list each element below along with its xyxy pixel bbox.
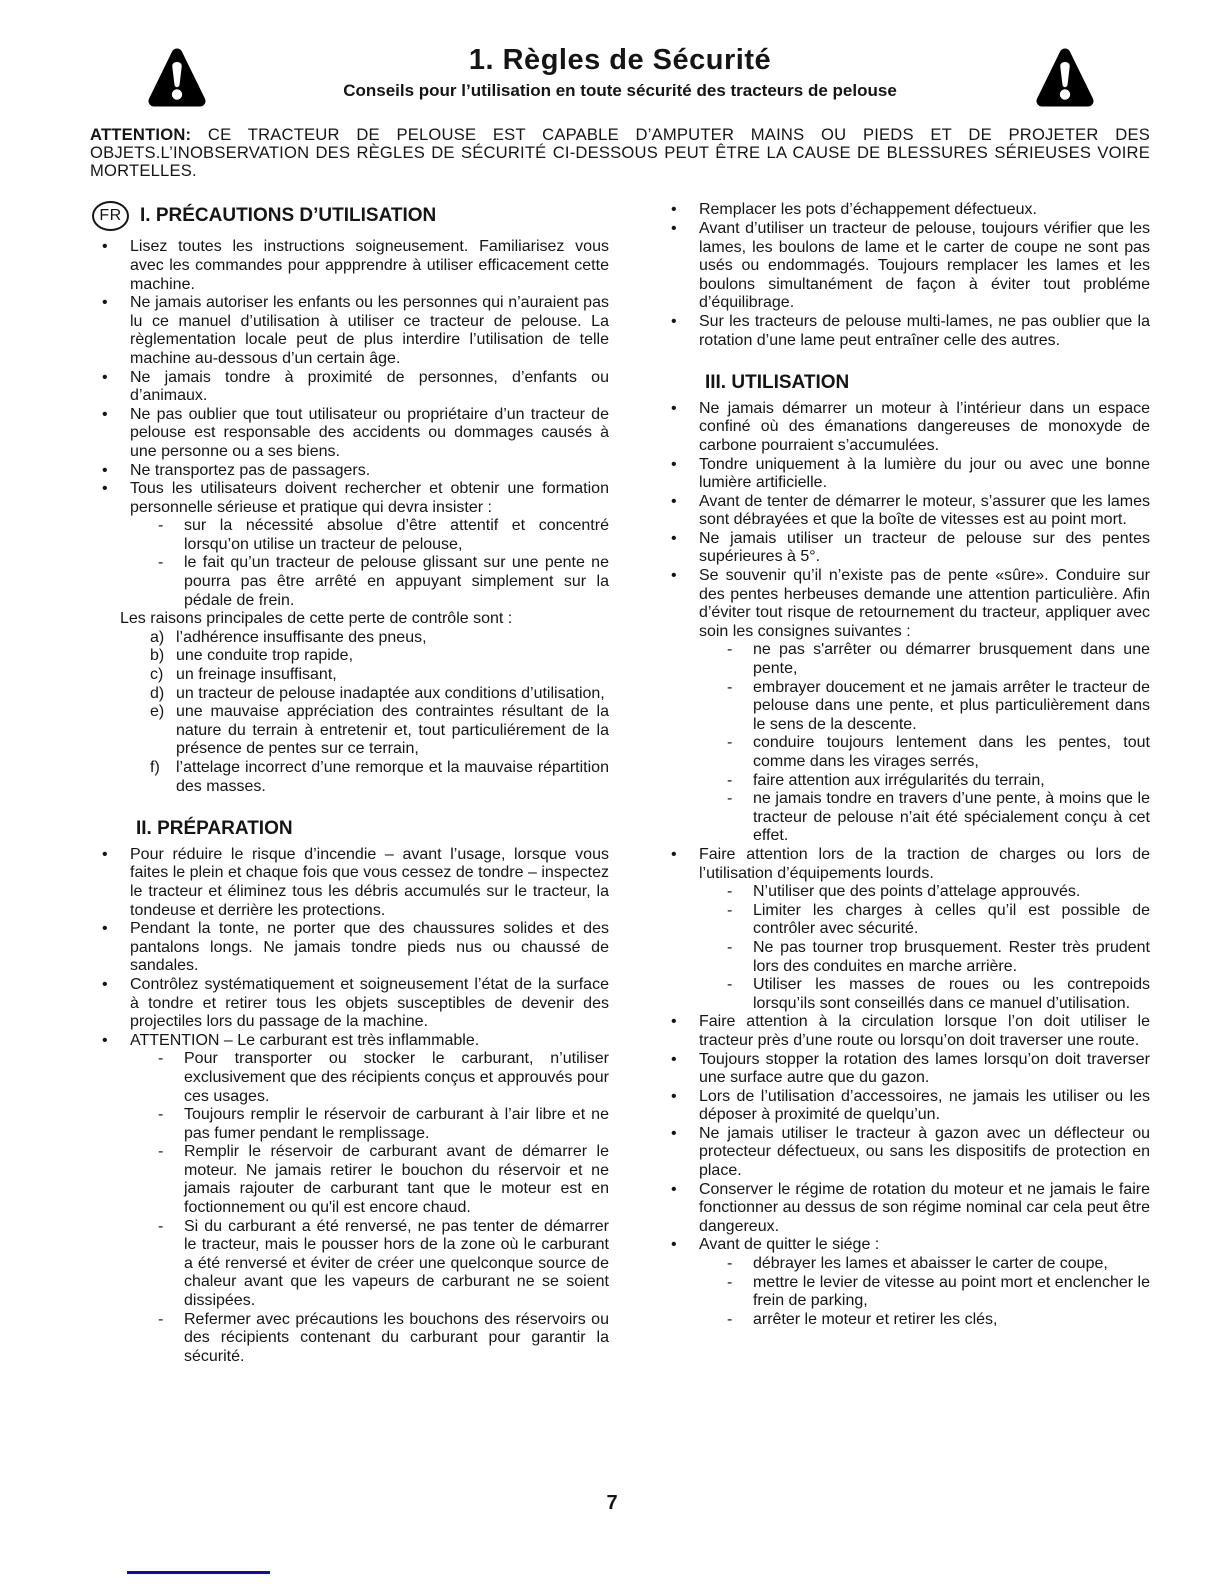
item-marker: - bbox=[726, 883, 733, 901]
list-item-text: Pendant la tonte, ne porter que des chaussures solides et des pantalons longs. Ne jamais tondre pieds nus ou chaussé de sandales. bbox=[130, 920, 609, 975]
section-utilisation-list bbox=[659, 400, 1150, 1330]
list-item bbox=[659, 567, 1150, 641]
bullet-marker: • bbox=[102, 975, 108, 993]
bullet-marker: • bbox=[670, 845, 677, 863]
page-number: 7 bbox=[606, 1492, 618, 1514]
list-item-text: Ne pas oublier que tout utilisateur ou propriétaire d’un tracteur de pelouse est responsable des accidents ou dommages causés à une personne ou a ses biens. bbox=[130, 405, 609, 460]
list-item-text: sur la nécessité absolue d’être attentif et concentré lorsqu’on utilise un tracteur de pelouse, bbox=[184, 517, 609, 553]
list-item-text: l’adhérence insuffisante des pneus, bbox=[176, 628, 427, 646]
list-item-text: Ne jamais utiliser un tracteur de pelouse sur des pentes supérieures à 5°. bbox=[698, 529, 1150, 566]
list-item bbox=[90, 1218, 609, 1311]
list-item bbox=[659, 1051, 1150, 1088]
bullet-marker: • bbox=[102, 1031, 108, 1049]
list-item bbox=[90, 629, 609, 648]
item-marker: - bbox=[726, 678, 733, 696]
list-item bbox=[659, 790, 1150, 846]
item-marker: e) bbox=[150, 703, 165, 721]
item-marker: - bbox=[158, 1050, 164, 1068]
list-item-text: conduire toujours lentement dans les pentes, tout comme dans les virages serrés, bbox=[752, 734, 1150, 771]
item-marker: - bbox=[726, 641, 733, 659]
list-item-text: débrayer les lames et abaisser le carter de coupe, bbox=[752, 1255, 1108, 1273]
list-item bbox=[90, 406, 609, 462]
list-item-text: Ne jamais utiliser le tracteur à gazon avec un déflecteur ou protecteur défectueux, ou sans les dispositifs de protection en place. bbox=[698, 1124, 1150, 1180]
item-marker: - bbox=[158, 1106, 164, 1124]
bullet-marker: • bbox=[102, 845, 108, 863]
list-item-text: Ne jamais démarrer un moteur à l’intérieur dans un espace confiné où des émanations dangereuses de monoxyde de carbone pourraient s’accumulées. bbox=[698, 399, 1150, 454]
list-item-text: Ne pas tourner trop brusquement. Rester très prudent lors des conduites en marche arrière. bbox=[752, 938, 1150, 975]
list-item bbox=[659, 400, 1150, 456]
list-item bbox=[90, 610, 609, 629]
bullet-marker: • bbox=[670, 312, 677, 330]
section-precautions-heading-row bbox=[92, 201, 609, 231]
bullet-marker: • bbox=[670, 399, 677, 417]
list-item bbox=[659, 976, 1150, 1013]
item-marker: d) bbox=[150, 684, 165, 702]
title-block bbox=[90, 44, 1150, 101]
bullet-marker: • bbox=[670, 1013, 677, 1031]
list-item-text: ne jamais tondre en travers d’une pente, à moins que le tracteur de pelouse n’ait été spécialement conçu à cet effet. bbox=[752, 790, 1150, 845]
bullet-marker: • bbox=[670, 201, 677, 219]
list-item-text: Faire attention à la circulation lorsque l’on doit utiliser le tracteur près d’une route ou lorsqu’on doit traverser une route. bbox=[698, 1013, 1150, 1049]
list-item bbox=[90, 1143, 609, 1217]
list-item bbox=[90, 647, 609, 666]
list-item-text: un freinage insuffisant, bbox=[176, 666, 337, 684]
list-item bbox=[90, 554, 609, 610]
item-marker: - bbox=[158, 554, 164, 572]
item-marker: - bbox=[158, 1217, 164, 1235]
item-marker: - bbox=[726, 976, 733, 994]
bullet-marker: • bbox=[670, 455, 677, 473]
list-item-text: ne pas s'arrêter ou démarrer brusquement dans une pente, bbox=[752, 641, 1150, 678]
list-item-text: Utiliser les masses de roues ou les contrepoids lorsqu’ils sont conseillés dans ce manuel d’utilisation. bbox=[752, 976, 1150, 1012]
list-item bbox=[659, 939, 1150, 976]
list-item bbox=[659, 493, 1150, 530]
list-item-text: une conduite trop rapide, bbox=[176, 647, 354, 665]
warning-triangle-icon bbox=[1036, 46, 1094, 115]
section-heading: III. UTILISATION bbox=[704, 372, 850, 394]
bullet-marker: • bbox=[102, 461, 108, 479]
list-item bbox=[659, 220, 1150, 313]
list-item-text: Avant de tenter de démarrer le moteur, s’assurer que les lames sont débrayées et que la boîte de vitesses est au point mort. bbox=[698, 492, 1150, 529]
list-item bbox=[659, 1255, 1150, 1274]
bullet-marker: • bbox=[670, 1236, 677, 1254]
list-item-text: le fait qu’un tracteur de pelouse glissant sur une pente ne pourra pas être arrêté en appuyant simplement sur la pédale de frein. bbox=[184, 554, 609, 609]
item-marker: - bbox=[726, 1273, 733, 1291]
left-column bbox=[90, 201, 609, 1366]
bullet-marker: • bbox=[102, 480, 108, 498]
list-item bbox=[90, 703, 609, 759]
item-marker: f) bbox=[150, 759, 160, 777]
list-item bbox=[90, 462, 609, 481]
list-item bbox=[659, 1236, 1150, 1255]
list-item-text: Avant de quitter le siége : bbox=[698, 1236, 880, 1254]
list-item-text: Les raisons principales de cette perte de contrôle sont : bbox=[120, 610, 513, 628]
list-item-text: un tracteur de pelouse inadaptée aux conditions d’utilisation, bbox=[176, 684, 605, 702]
list-item-text: Sur les tracteurs de pelouse multi-lames, ne pas oublier que la rotation d’une lame peut entraîner celle des autres. bbox=[698, 312, 1150, 349]
list-item-text: arrêter le moteur et retirer les clés, bbox=[752, 1310, 998, 1328]
item-marker: - bbox=[726, 771, 733, 789]
list-item-text: mettre le levier de vitesse au point mort et enclencher le frein de parking, bbox=[752, 1273, 1150, 1310]
list-item-text: faire attention aux irrégularités du terrain, bbox=[752, 771, 1045, 789]
list-item-text: Tous les utilisateurs doivent rechercher et obtenir une formation personnelle sérieuse et pratique qui devra insister : bbox=[130, 480, 609, 516]
list-item bbox=[659, 902, 1150, 939]
list-item bbox=[659, 456, 1150, 493]
bullet-marker: • bbox=[670, 1050, 677, 1068]
list-item-text: embrayer doucement et ne jamais arrêter le tracteur de pelouse dans une pente, et plus particulièrement dans le sens de la descente. bbox=[752, 678, 1150, 733]
list-item-text: Si du carburant a été renversé, ne pas tenter de démarrer le tracteur, mais le pousser hors de la zone où le carburant a été renversé et éviter de créer une quelconque source de chaleur avant que les vapeurs de carburant ne se soient dissipées. bbox=[184, 1217, 609, 1310]
item-marker: - bbox=[726, 1255, 733, 1273]
bullet-marker: • bbox=[102, 920, 108, 938]
list-item bbox=[90, 369, 609, 406]
list-item bbox=[659, 641, 1150, 678]
list-item-text: ATTENTION – Le carburant est très inflammable. bbox=[130, 1031, 480, 1049]
item-marker: - bbox=[158, 1310, 164, 1328]
list-item bbox=[659, 772, 1150, 791]
section-preparation-list bbox=[90, 846, 609, 1367]
list-item-text: Ne jamais autoriser les enfants ou les personnes qui n’auraient pas lu ce manuel d’utilisation à utiliser ce tracteur de pelouse. La règlementation locale peut de plus interdire l’utilisation de telle machine au-dessous d’un certain âge. bbox=[130, 294, 609, 367]
list-item-text: Conserver le régime de rotation du moteur et ne jamais le faire fonctionner au dessus de son régime nominal car cela peut être dangereux. bbox=[698, 1180, 1150, 1235]
list-item bbox=[659, 1088, 1150, 1125]
section-precautions-list bbox=[90, 238, 609, 796]
list-item bbox=[659, 1311, 1150, 1330]
list-item bbox=[90, 294, 609, 368]
list-item-text: Limiter les charges à celles qu’il est possible de contrôler avec sécurité. bbox=[752, 901, 1150, 938]
attention-label: ATTENTION: bbox=[90, 125, 192, 144]
list-item-text: Se souvenir qu’il n’existe pas de pente «sûre». Conduire sur des pentes herbeuses demande une attention particulière. Afin d’éviter tout risque de retournement du tracteur, appliquer avec soin les consignes suivantes : bbox=[698, 567, 1150, 640]
bullet-marker: • bbox=[102, 294, 108, 312]
attention-text: CE TRACTEUR DE PELOUSE EST CAPABLE D’AMPUTER MAINS OU PIEDS ET DE PROJETER DES OBJETS.L’INOBSERVATION DES RÈGLES DE SÉCURITÉ CI-DESSOUS PEUT ÊTRE LA CAUSE DE BLESSURES SÉRIEUSES VOIRE MORTELLES. bbox=[90, 125, 1150, 180]
item-marker: - bbox=[726, 938, 733, 956]
bullet-marker: • bbox=[670, 219, 677, 237]
bullet-marker: • bbox=[670, 567, 677, 585]
bullet-marker: • bbox=[670, 1087, 677, 1105]
section-heading: I. PRÉCAUTIONS D’UTILISATION bbox=[140, 205, 437, 227]
list-item bbox=[659, 846, 1150, 883]
list-item-text: Pour transporter ou stocker le carburant, n’utiliser exclusivement que des récipients conçus et approuvés pour ces usages. bbox=[184, 1050, 609, 1105]
language-badge: FR bbox=[92, 201, 129, 231]
list-item-text: N’utiliser que des points d’attelage approuvés. bbox=[752, 883, 1081, 901]
list-item bbox=[90, 480, 609, 517]
list-item-text: Avant d’utiliser un tracteur de pelouse, toujours vérifier que les lames, les boulons de lame et le carter de coupe ne sont pas usés ou endommagés. Toujours remplacer les lames et les boulons simultanément de façon à éviter tout probléme d’équilibrage. bbox=[698, 219, 1150, 312]
list-item-text: Ne transportez pas de passagers. bbox=[130, 461, 371, 479]
list-item-text: Faire attention lors de la traction de charges ou lors de l’utilisation d’équipements lourds. bbox=[698, 845, 1150, 882]
list-item bbox=[90, 517, 609, 554]
item-marker: - bbox=[158, 517, 164, 535]
page-header bbox=[90, 44, 1150, 116]
item-marker: - bbox=[726, 734, 733, 752]
list-item-text: une mauvaise appréciation des contraintes résultant de la nature du terrain à entretenir et, tout particuliérement de la présence de pentes sur ce terrain, bbox=[176, 703, 609, 758]
page-subtitle: Conseils pour l’utilisation en toute sécurité des tracteurs de pelouse bbox=[343, 81, 897, 100]
bullet-marker: • bbox=[670, 529, 677, 547]
right-column bbox=[659, 201, 1150, 1366]
list-item-text: Pour réduire le risque d’incendie – avant l’usage, lorsque vous faites le plein et chaque fois que vous cessez de tondre – inspectez le tracteur et éliminez tous les débris accumulés sur le tracteur, la tondeuse et derrière les protections. bbox=[130, 845, 609, 919]
list-item-text: Ne jamais tondre à proximité de personnes, d’enfants ou d’animaux. bbox=[130, 368, 609, 405]
list-item-text: Contrôlez systématiquement et soigneusement l’état de la surface à tondre et retirer tous les objets susceptibles de devenir des projectiles lors du passage de la machine. bbox=[130, 975, 609, 1031]
item-marker: - bbox=[158, 1143, 164, 1161]
list-item bbox=[90, 1311, 609, 1367]
item-marker: - bbox=[726, 790, 733, 808]
page-title: 1. Règles de Sécurité bbox=[468, 44, 772, 76]
list-item-text: Tondre uniquement à la lumière du jour ou avec une bonne lumière artificielle. bbox=[698, 455, 1150, 492]
bullet-marker: • bbox=[102, 405, 108, 423]
list-item bbox=[90, 685, 609, 704]
list-item-text: Lors de l’utilisation d’accessoires, ne jamais les utiliser ou les déposer à proximité de quelqu’un. bbox=[698, 1087, 1150, 1124]
bullet-marker: • bbox=[102, 368, 108, 386]
two-column-body bbox=[90, 201, 1150, 1366]
list-item bbox=[90, 666, 609, 685]
list-item bbox=[659, 679, 1150, 735]
list-item-text: l’attelage incorrect d’une remorque et la mauvaise répartition des masses. bbox=[176, 759, 609, 795]
list-item bbox=[659, 1181, 1150, 1237]
item-marker: c) bbox=[150, 666, 164, 684]
section-preparation-continued-list bbox=[659, 201, 1150, 350]
list-item bbox=[659, 530, 1150, 567]
list-item bbox=[90, 1032, 609, 1051]
list-item bbox=[659, 1013, 1150, 1050]
list-item bbox=[90, 759, 609, 796]
bullet-marker: • bbox=[102, 238, 108, 256]
list-item bbox=[90, 920, 609, 976]
bullet-marker: • bbox=[670, 492, 677, 510]
list-item bbox=[659, 201, 1150, 220]
list-item bbox=[90, 1106, 609, 1143]
bullet-marker: • bbox=[670, 1124, 677, 1142]
item-marker: a) bbox=[150, 628, 165, 646]
list-item bbox=[659, 1274, 1150, 1311]
list-item bbox=[659, 734, 1150, 771]
attention-paragraph bbox=[90, 126, 1150, 179]
section-heading: II. PRÉPARATION bbox=[136, 818, 293, 840]
list-item-text: Toujours stopper la rotation des lames lorsqu’on doit traverser une surface autre que du gazon. bbox=[698, 1050, 1150, 1087]
list-item bbox=[90, 976, 609, 1032]
list-item-text: Remplir le réservoir de carburant avant de démarrer le moteur. Ne jamais retirer le bouchon du réservoir et ne jamais rajouter de carburant tant que le moteur est en foctionnement ou qu'il est encore chaud. bbox=[184, 1143, 609, 1217]
list-item bbox=[90, 238, 609, 294]
item-marker: - bbox=[726, 901, 733, 919]
footer-line bbox=[127, 1571, 270, 1574]
list-item bbox=[659, 883, 1150, 902]
list-item bbox=[90, 846, 609, 920]
list-item-text: Lisez toutes les instructions soigneusement. Familiarisez vous avec les commandes pour appprendre à utiliser efficacement cette machine. bbox=[130, 238, 609, 293]
item-marker: b) bbox=[150, 647, 165, 665]
list-item bbox=[90, 1050, 609, 1106]
list-item bbox=[659, 1125, 1150, 1181]
list-item-text: Toujours remplir le réservoir de carburant à l’air libre et ne pas fumer pendant le remplissage. bbox=[184, 1106, 609, 1142]
list-item-text: Refermer avec précautions les bouchons des réservoirs ou des récipients contenant du carburant pour garantir la sécurité. bbox=[184, 1310, 609, 1365]
item-marker: - bbox=[726, 1310, 733, 1328]
list-item bbox=[659, 313, 1150, 350]
list-item-text: Remplacer les pots d’échappement défectueux. bbox=[698, 201, 1037, 219]
bullet-marker: • bbox=[670, 1180, 677, 1198]
